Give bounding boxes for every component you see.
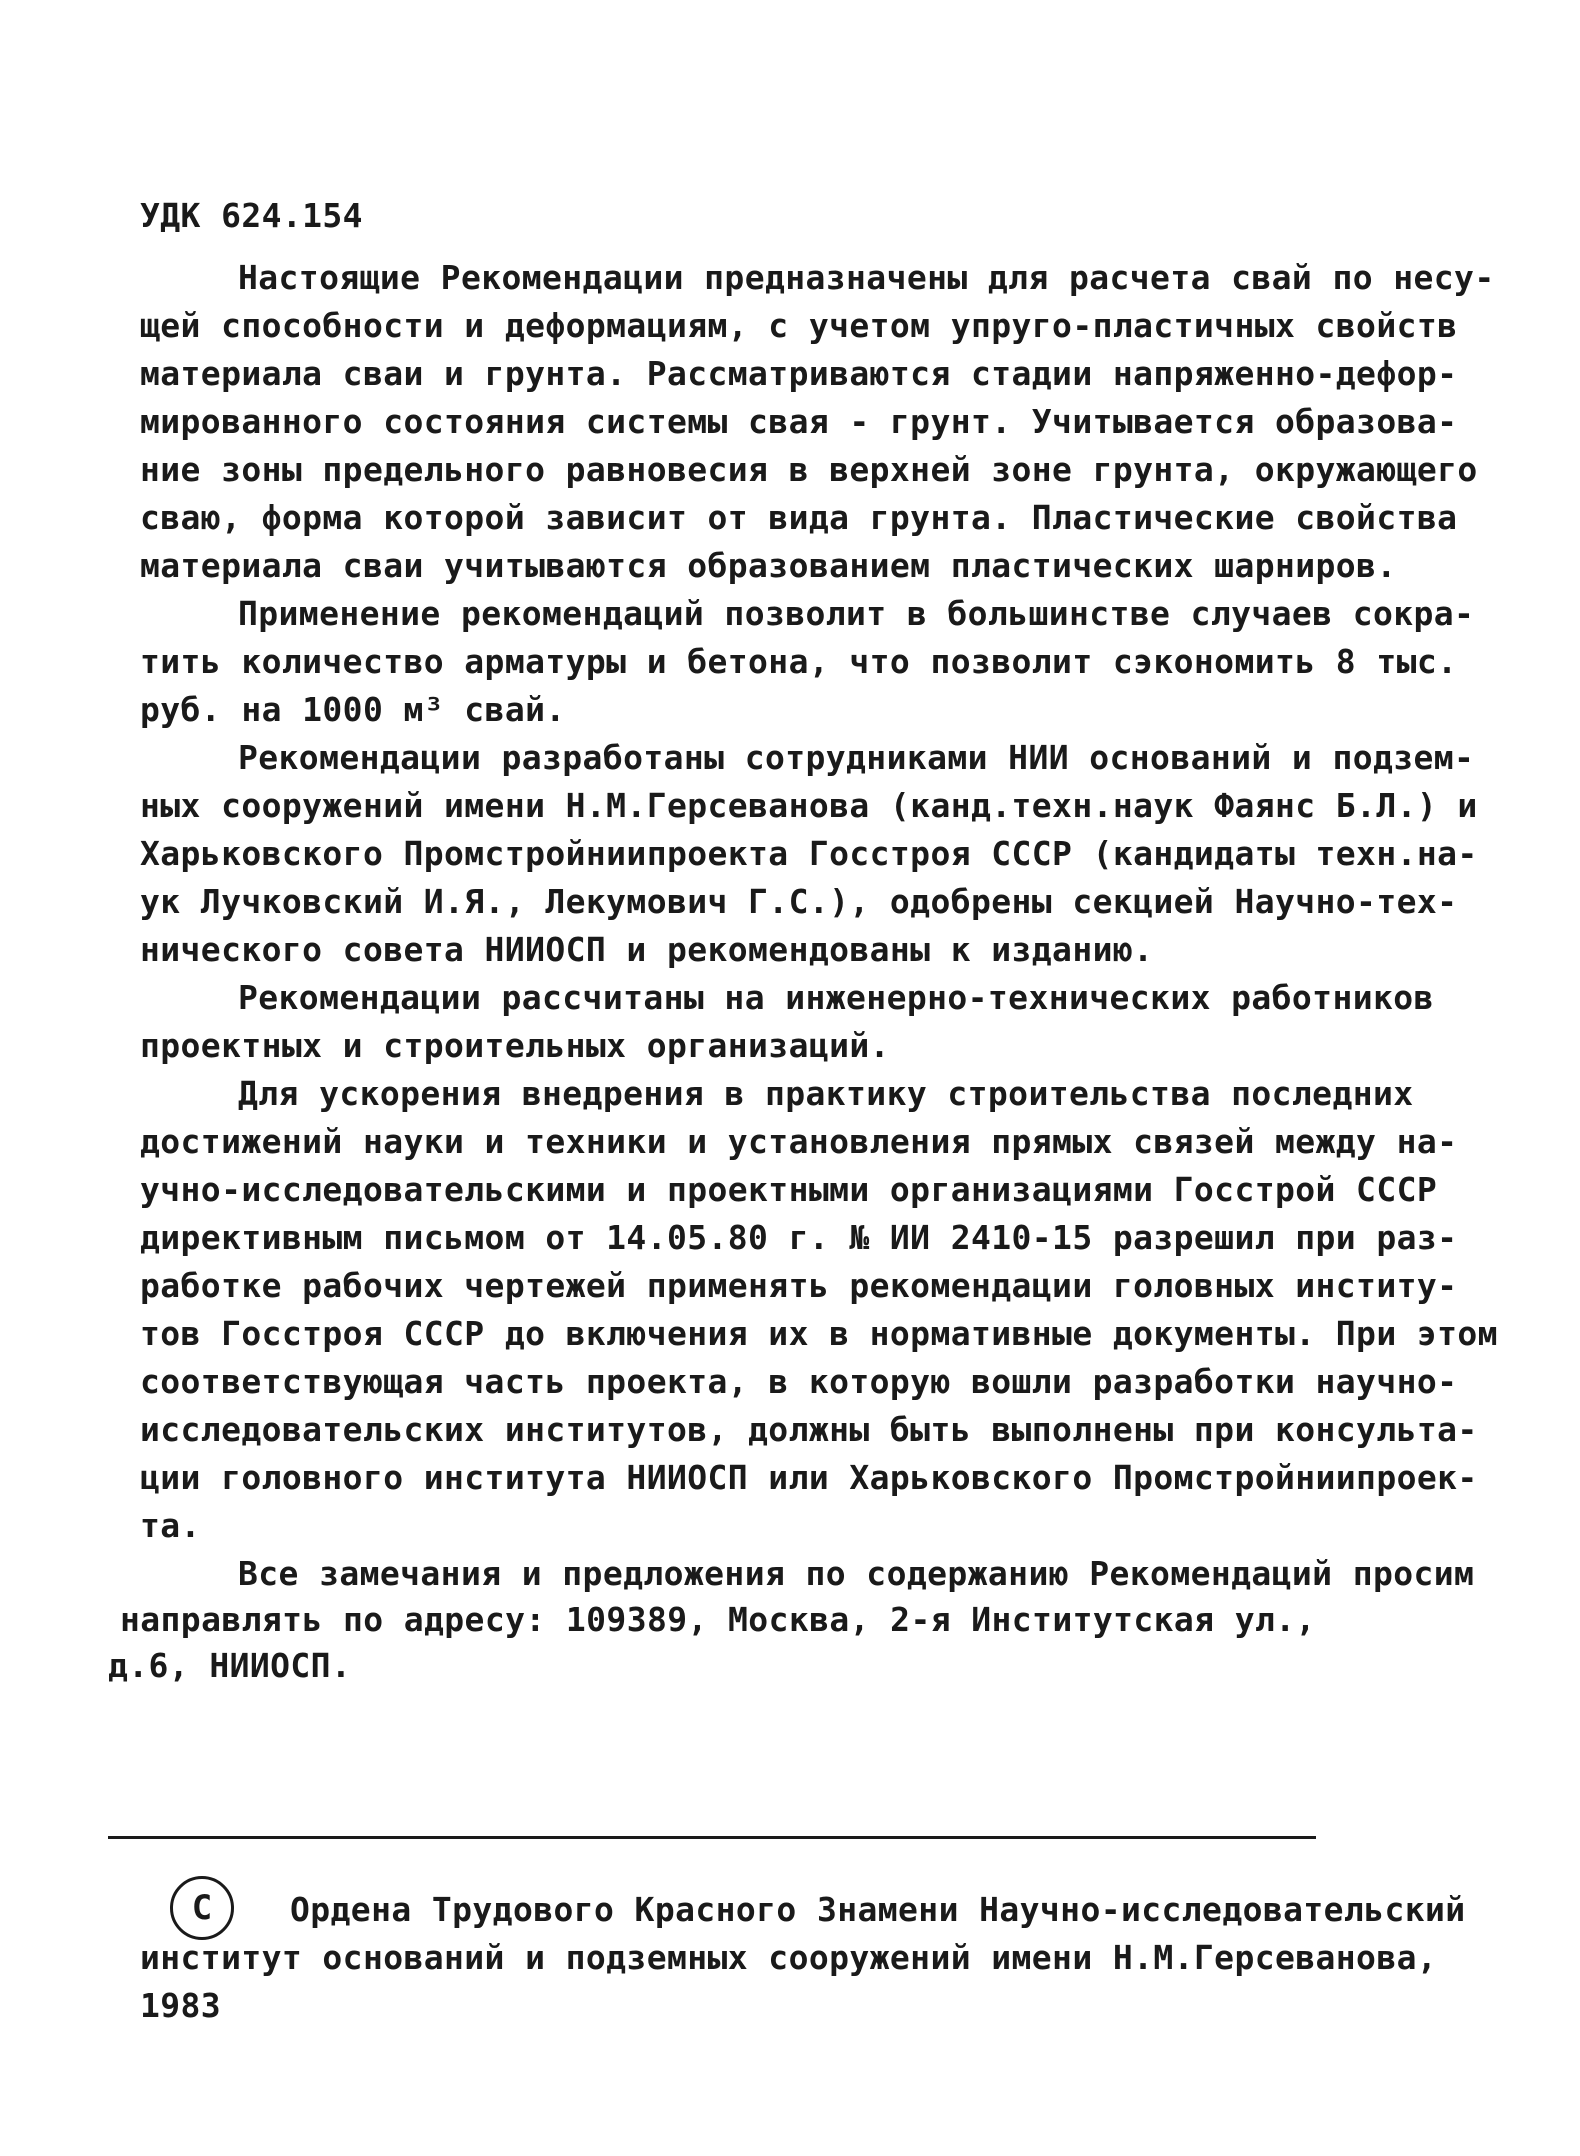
body-line: щей способности и деформациям, с учетом упруго-пластичных свойств (140, 306, 1458, 345)
body-line: Рекомендации рассчитаны на инженерно-технических работников (238, 978, 1434, 1017)
footer-year: 1983 (140, 1986, 222, 2025)
body-line: проектных и строительных организаций. (140, 1026, 890, 1065)
body-line: работке рабочих чертежей применять рекомендации головных институ- (140, 1266, 1458, 1305)
body-line: Рекомендации разработаны сотрудниками НИИ оснований и подзем- (238, 738, 1475, 777)
body-line: материала сваи и грунта. Рассматриваются стадии напряженно-дефор- (140, 354, 1458, 393)
body-line: Настоящие Рекомендации предназначены для расчета свай по несу- (238, 258, 1495, 297)
copyright-icon: С (170, 1876, 234, 1940)
footer-line: институт оснований и подземных сооружений имени Н.М.Герсеванова, (140, 1938, 1438, 1977)
body-line: нического совета НИИОСП и рекомендованы к изданию. (140, 930, 1154, 969)
body-line: материала сваи учитываются образованием пластических шарниров. (140, 546, 1397, 585)
body-line: достижений науки и техники и установления прямых связей между на- (140, 1122, 1458, 1161)
body-line: Харьковского Промстройниипроекта Госстроя СССР (кандидаты техн.на- (140, 834, 1478, 873)
body-line: директивным письмом от 14.05.80 г. № ИИ 2410-15 разрешил при раз- (140, 1218, 1458, 1257)
body-line: ции головного института НИИОСП или Харьковского Промстройниипроек- (140, 1458, 1478, 1497)
body-line: ных сооружений имени Н.М.Герсеванова (канд.техн.наук Фаянс Б.Л.) и (140, 786, 1478, 825)
body-line: д.6, НИИОСП. (108, 1646, 352, 1685)
body-line: сваю, форма которой зависит от вида грунта. Пластические свойства (140, 498, 1458, 537)
footer-line: Ордена Трудового Красного Знамени Научно-исследовательский (290, 1890, 1466, 1929)
body-line: та. (140, 1506, 201, 1545)
body-line: ние зоны предельного равновесия в верхней зоне грунта, окружающего (140, 450, 1478, 489)
footer-divider (108, 1836, 1316, 1839)
body-line: ук Лучковский И.Я., Лекумович Г.С.), одобрены секцией Научно-тех- (140, 882, 1458, 921)
body-line: направлять по адресу: 109389, Москва, 2-я Институтская ул., (120, 1600, 1316, 1639)
body-line: тить количество арматуры и бетона, что позволит сэкономить 8 тыс. (140, 642, 1458, 681)
body-line: соответствующая часть проекта, в которую вошли разработки научно- (140, 1362, 1458, 1401)
body-line: исследовательских институтов, должны быть выполнены при консульта- (140, 1410, 1478, 1449)
body-line: тов Госстроя СССР до включения их в нормативные документы. При этом (140, 1314, 1498, 1353)
body-line: Применение рекомендаций позволит в большинстве случаев сокра- (238, 594, 1475, 633)
udk-code: УДК 624.154 (140, 196, 363, 235)
body-line: Для ускорения внедрения в практику строительства последних (238, 1074, 1414, 1113)
body-line: Все замечания и предложения по содержанию Рекомендаций просим (238, 1554, 1475, 1593)
body-line: мированного состояния системы свая - грунт. Учитывается образова- (140, 402, 1458, 441)
body-line: руб. на 1000 м³ свай. (140, 690, 566, 729)
body-line: учно-исследовательскими и проектными организациями Госстрой СССР (140, 1170, 1438, 1209)
